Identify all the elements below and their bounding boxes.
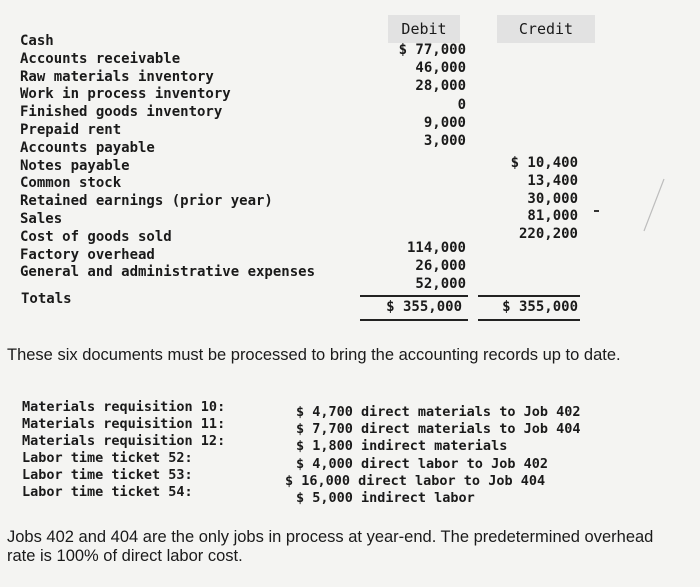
document-detail: $ 4,000 direct labor to Job 402 [296, 455, 548, 472]
document-label: Materials requisition 10: [22, 399, 226, 415]
debit-amount: $ 77,000 [398, 42, 466, 58]
account-name: Retained earnings (prior year) [20, 193, 273, 210]
account-name: Accounts receivable [20, 50, 181, 67]
document-detail: $ 1,800 indirect materials [296, 438, 508, 455]
document-label: Labor time ticket 53: [22, 467, 193, 483]
debit-amount: 28,000 [415, 78, 466, 95]
totals-label: Totals [21, 291, 72, 307]
closing-paragraph: Jobs 402 and 404 are the only jobs in process at year-end. The predetermined overhead rate is 100% of direct labor cost. [7, 528, 654, 565]
debit-amount: 26,000 [415, 258, 466, 274]
account-name: Notes payable [20, 157, 130, 174]
credit-amount: $ 10,400 [510, 155, 578, 171]
account-name: Sales [20, 211, 63, 227]
debit-total-rule-top [360, 295, 468, 297]
account-name: Raw materials inventory [20, 68, 214, 85]
debit-amount: 114,000 [406, 240, 466, 256]
account-name: Factory overhead [20, 246, 155, 263]
debit-total-rule-bottom [360, 319, 468, 321]
document-label: Materials requisition 11: [22, 416, 226, 432]
document-detail: $ 5,000 indirect labor [296, 490, 475, 506]
credit-total-rule-top [478, 295, 580, 297]
credit-column-header: Credit [497, 15, 595, 43]
document-detail: $ 7,700 direct materials to Job 404 [296, 421, 581, 438]
credit-amount: 220,200 [518, 226, 578, 243]
debit-amount: 0 [457, 96, 466, 113]
credit-total-rule-bottom [478, 319, 580, 321]
document-label: Materials requisition 12: [22, 433, 226, 449]
total-debit: $ 355,000 [386, 299, 462, 315]
debit-amount: 9,000 [423, 114, 466, 131]
document-detail: $ 4,700 direct materials to Job 402 [296, 404, 581, 420]
debit-amount: 52,000 [415, 276, 466, 292]
account-name: General and administrative expenses [20, 264, 316, 281]
account-name: Finished goods inventory [20, 104, 223, 121]
account-name: Work in process inventory [20, 86, 231, 103]
account-name: Prepaid rent [20, 122, 122, 138]
account-name: Cash [20, 33, 54, 49]
pen-stroke [640, 175, 670, 235]
account-name: Accounts payable [20, 139, 155, 156]
document-label: Labor time ticket 54: [22, 484, 193, 500]
debit-amount: 46,000 [415, 60, 466, 77]
pen-mark [594, 210, 599, 212]
intro-paragraph: These six documents must be processed to bring the accounting records up to date. [7, 346, 621, 364]
debit-amount: 3,000 [423, 133, 466, 149]
document-label: Labor time ticket 52: [22, 450, 193, 466]
document-detail: $ 16,000 direct labor to Job 404 [285, 472, 546, 489]
account-name: Cost of goods sold [20, 228, 172, 245]
account-name: Common stock [20, 175, 122, 192]
credit-amount: 13,400 [527, 172, 578, 189]
credit-amount: 81,000 [527, 208, 578, 225]
credit-amount: 30,000 [527, 190, 578, 207]
total-credit: $ 355,000 [502, 299, 578, 315]
debit-column-header: Debit [388, 15, 460, 43]
